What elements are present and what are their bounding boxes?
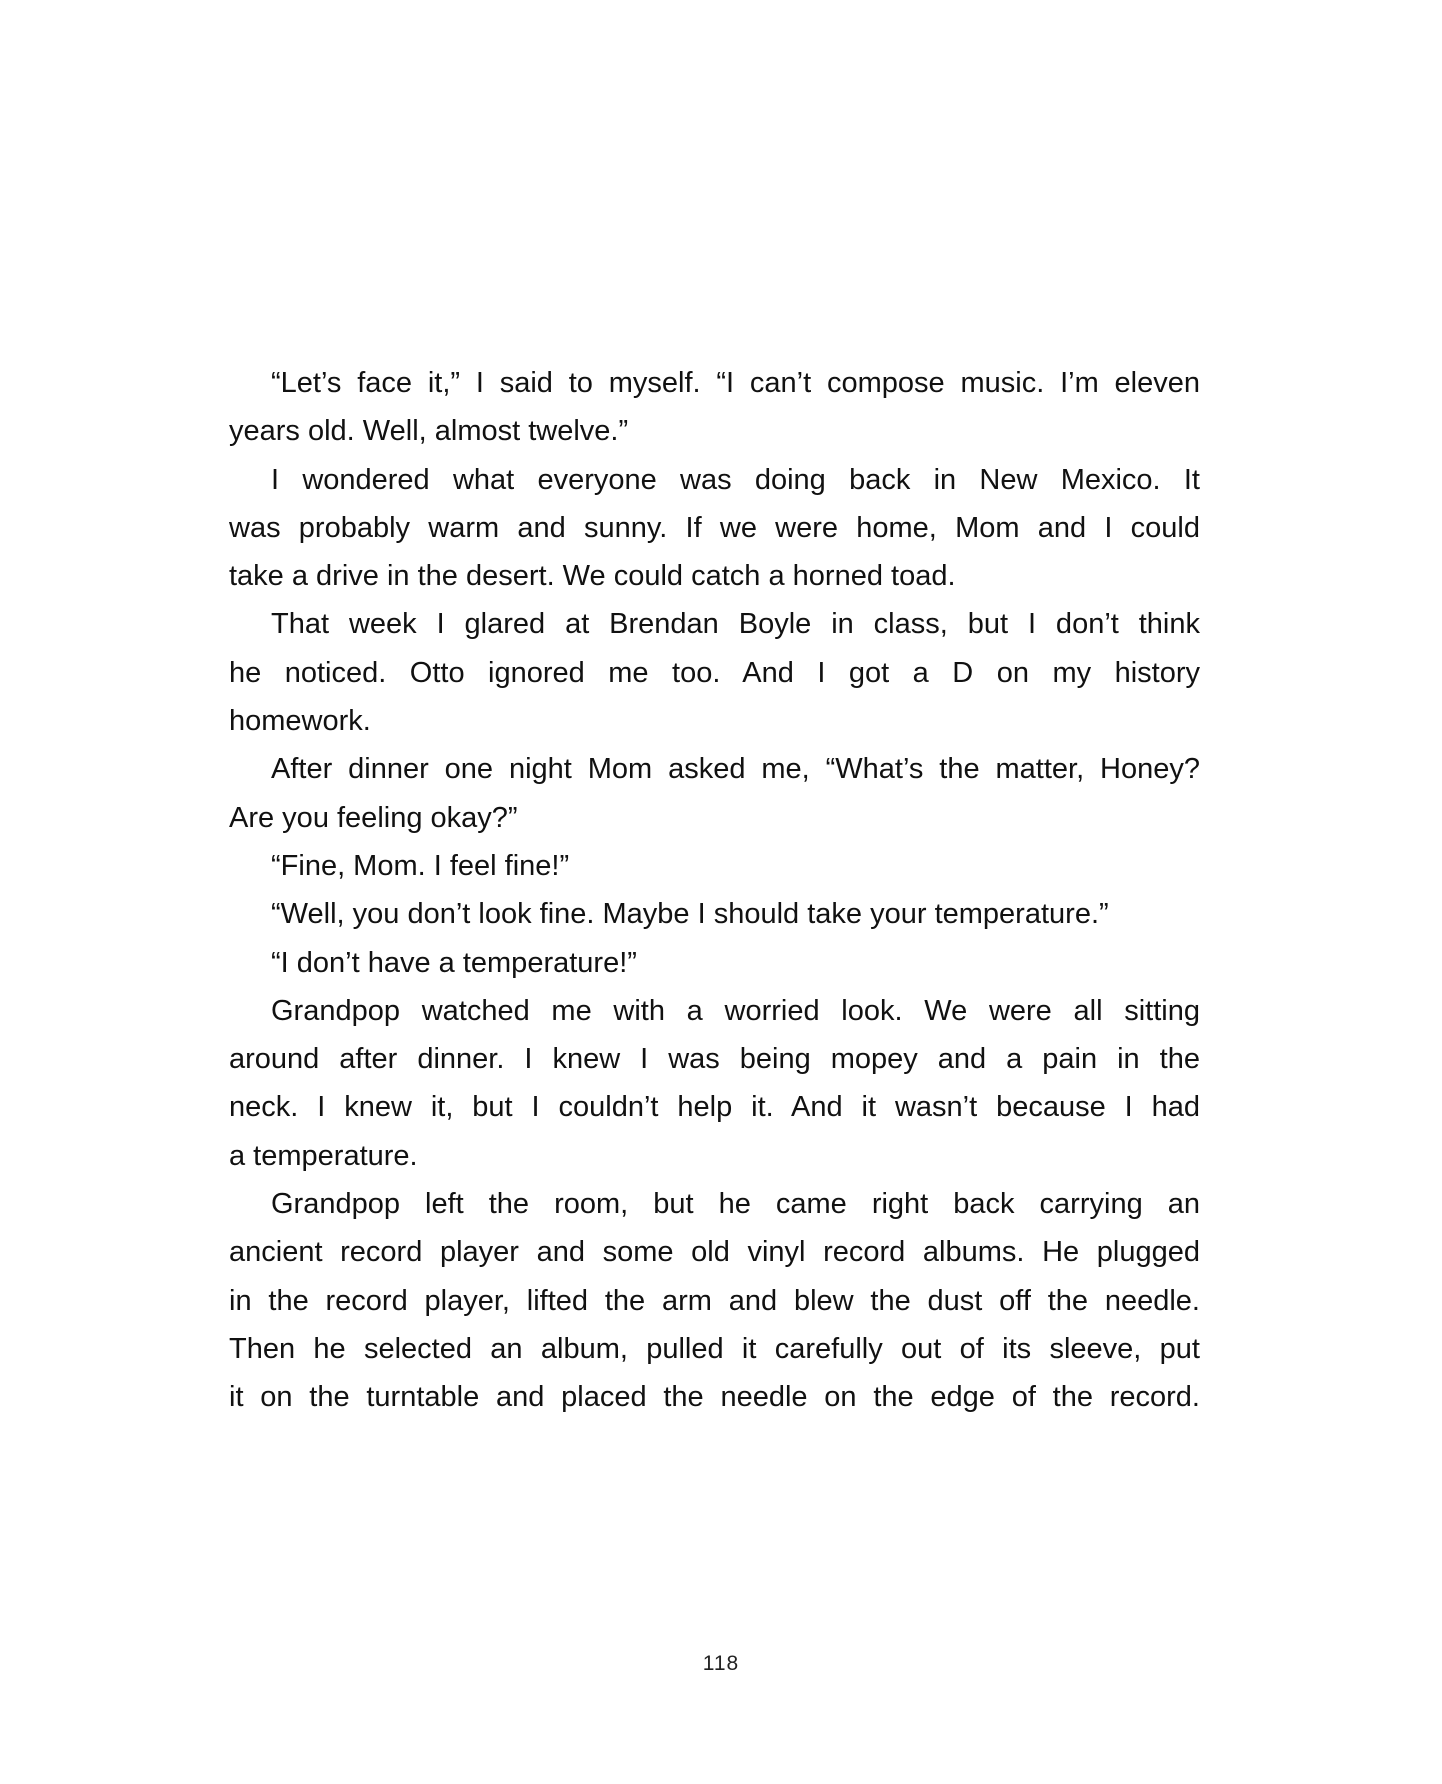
text-line: a temperature. — [229, 1139, 418, 1172]
text-line: homework. — [229, 705, 371, 738]
text-line: was probably warm and sunny. If we were home, Mom and I could — [229, 511, 1200, 544]
text-line: it on the turntable and placed the needle on the edge of the record. — [229, 1381, 1200, 1414]
text-line: After dinner one night Mom asked me, “What’s the matter, Honey? — [271, 753, 1200, 786]
text-line: Then he selected an album, pulled it carefully out of its sleeve, put — [229, 1332, 1200, 1365]
text-line: “Fine, Mom. I feel fine!” — [271, 849, 570, 882]
body-text — [229, 359, 1200, 1422]
text-line: Grandpop left the room, but he came right back carrying an — [271, 1188, 1200, 1221]
text-line: around after dinner. I knew I was being mopey and a pain in the — [229, 1043, 1200, 1076]
text-line: “I don’t have a temperature!” — [271, 946, 637, 979]
text-line: take a drive in the desert. We could catch a horned toad. — [229, 560, 956, 593]
text-line: I wondered what everyone was doing back in New Mexico. It — [271, 463, 1200, 496]
text-line: years old. Well, almost twelve.” — [229, 415, 629, 448]
text-line: “Well, you don’t look fine. Maybe I should take your temperature.” — [271, 898, 1109, 931]
page-number: 118 — [702, 1652, 740, 1675]
text-line: Grandpop watched me with a worried look. We were all sitting — [271, 994, 1200, 1027]
text-line: That week I glared at Brendan Boyle in class, but I don’t think — [271, 608, 1200, 641]
text-line: he noticed. Otto ignored me too. And I got a D on my history — [229, 656, 1200, 689]
text-line: in the record player, lifted the arm and blew the dust off the needle. — [229, 1284, 1200, 1317]
text-line: “Let’s face it,” I said to myself. “I can’t compose music. I’m eleven — [271, 367, 1200, 399]
text-line: neck. I knew it, but I couldn’t help it. And it wasn’t because I had — [229, 1091, 1200, 1124]
text-line: Are you feeling okay?” — [229, 801, 518, 834]
text-line: ancient record player and some old vinyl record albums. He plugged — [229, 1236, 1200, 1269]
